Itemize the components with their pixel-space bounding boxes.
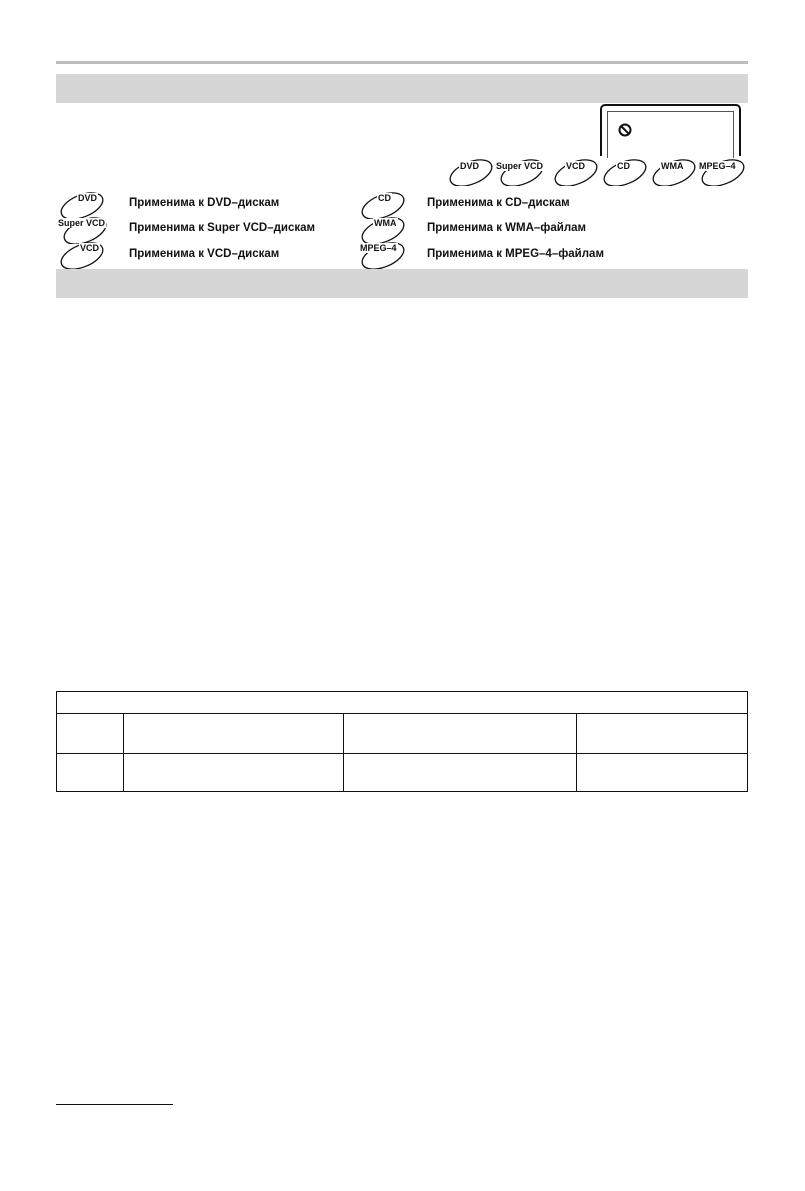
footnote-rule [56, 1104, 173, 1105]
legend-mpeg4-text: Применима к MPEG–4–файлам [427, 248, 604, 260]
prohibit-icon [618, 123, 632, 137]
legend-wma-text: Применима к WMA–файлам [427, 222, 587, 234]
badge-vcd-top [552, 158, 602, 186]
table-column-divider [576, 714, 577, 791]
legend-svcd-text: Применима к Super VCD–дискам [129, 222, 316, 234]
badge-dvd-top [447, 158, 497, 186]
section-header-bar [56, 74, 748, 103]
badge-label: VCD [566, 161, 586, 171]
legend-vcd-text: Применима к VCD–дискам [129, 248, 280, 260]
badge-label: Super VCD [58, 218, 106, 228]
table-column-divider [123, 714, 124, 791]
badge-label: MPEG–4 [699, 161, 736, 171]
badge-label: DVD [460, 161, 480, 171]
badge-svcd [57, 216, 111, 244]
badge-cd-top [601, 158, 651, 186]
table-column-divider [343, 714, 344, 791]
badge-label: VCD [80, 243, 100, 253]
badge-cd [359, 191, 409, 219]
badge-mpeg4-top [697, 158, 749, 186]
badge-label: WMA [374, 218, 397, 228]
badge-vcd [58, 241, 108, 269]
table-row-divider [57, 753, 747, 754]
section-header-bar [56, 269, 748, 298]
badge-wma [359, 216, 409, 244]
badge-label: CD [378, 193, 391, 203]
badge-label: CD [617, 161, 630, 171]
osd-screen-inner [607, 111, 734, 158]
badge-svcd-top [495, 158, 549, 186]
table-header-divider [57, 713, 747, 714]
badge-label: Super VCD [496, 161, 544, 171]
badge-label: MPEG–4 [360, 243, 397, 253]
badge-mpeg4 [358, 241, 410, 269]
top-rule [56, 61, 748, 64]
legend-cd-text: Применима к CD–дискам [427, 197, 570, 209]
badge-dvd [58, 191, 108, 219]
badge-label: WMA [661, 161, 684, 171]
info-table [56, 691, 748, 792]
osd-screen-illustration [600, 104, 741, 156]
badge-wma-top [650, 158, 700, 186]
badge-label: DVD [78, 193, 98, 203]
legend-dvd-text: Применима к DVD–дискам [129, 197, 280, 209]
